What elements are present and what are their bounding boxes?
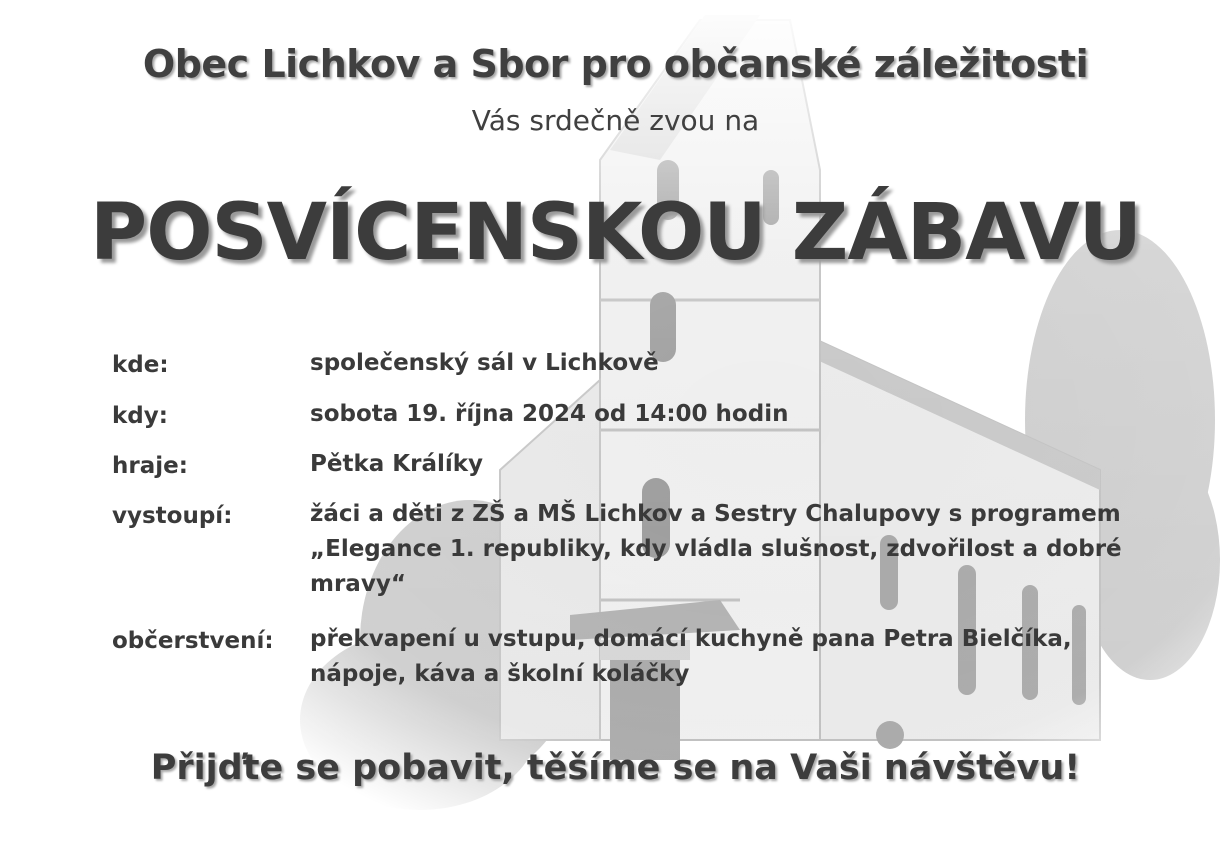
detail-value: překvapení u vstupu, domácí kuchyně pana Petra Bielčíka, nápoje, káva a školní koláčky (310, 626, 1072, 687)
event-title: POSVÍCENSKOU ZÁBAVU (90, 188, 1141, 278)
detail-label: občerstvení: (112, 628, 274, 654)
detail-label: vystoupí: (112, 503, 233, 529)
invite-line: Vás srdečně zvou na (471, 104, 760, 137)
detail-label: kdy: (112, 403, 168, 429)
organizer-heading: Obec Lichkov a Sbor pro občanské záležitosti (142, 42, 1089, 86)
detail-value: sobota 19. října 2024 od 14:00 hodin (310, 401, 789, 427)
detail-label: hraje: (112, 453, 188, 479)
detail-label: kde: (112, 352, 169, 378)
detail-value: společenský sál v Lichkově (310, 350, 659, 376)
closing-message: Přijďte se pobavit, těšíme se na Vaši návštěvu! (150, 748, 1081, 788)
detail-value: Pětka Králíky (310, 451, 484, 477)
detail-value: žáci a děti z ZŠ a MŠ Lichkov a Sestry Chalupovy s programem „Elegance 1. republiky, kdy vládla slušnost, zdvořilost a dobré mravy“ (310, 501, 1122, 597)
